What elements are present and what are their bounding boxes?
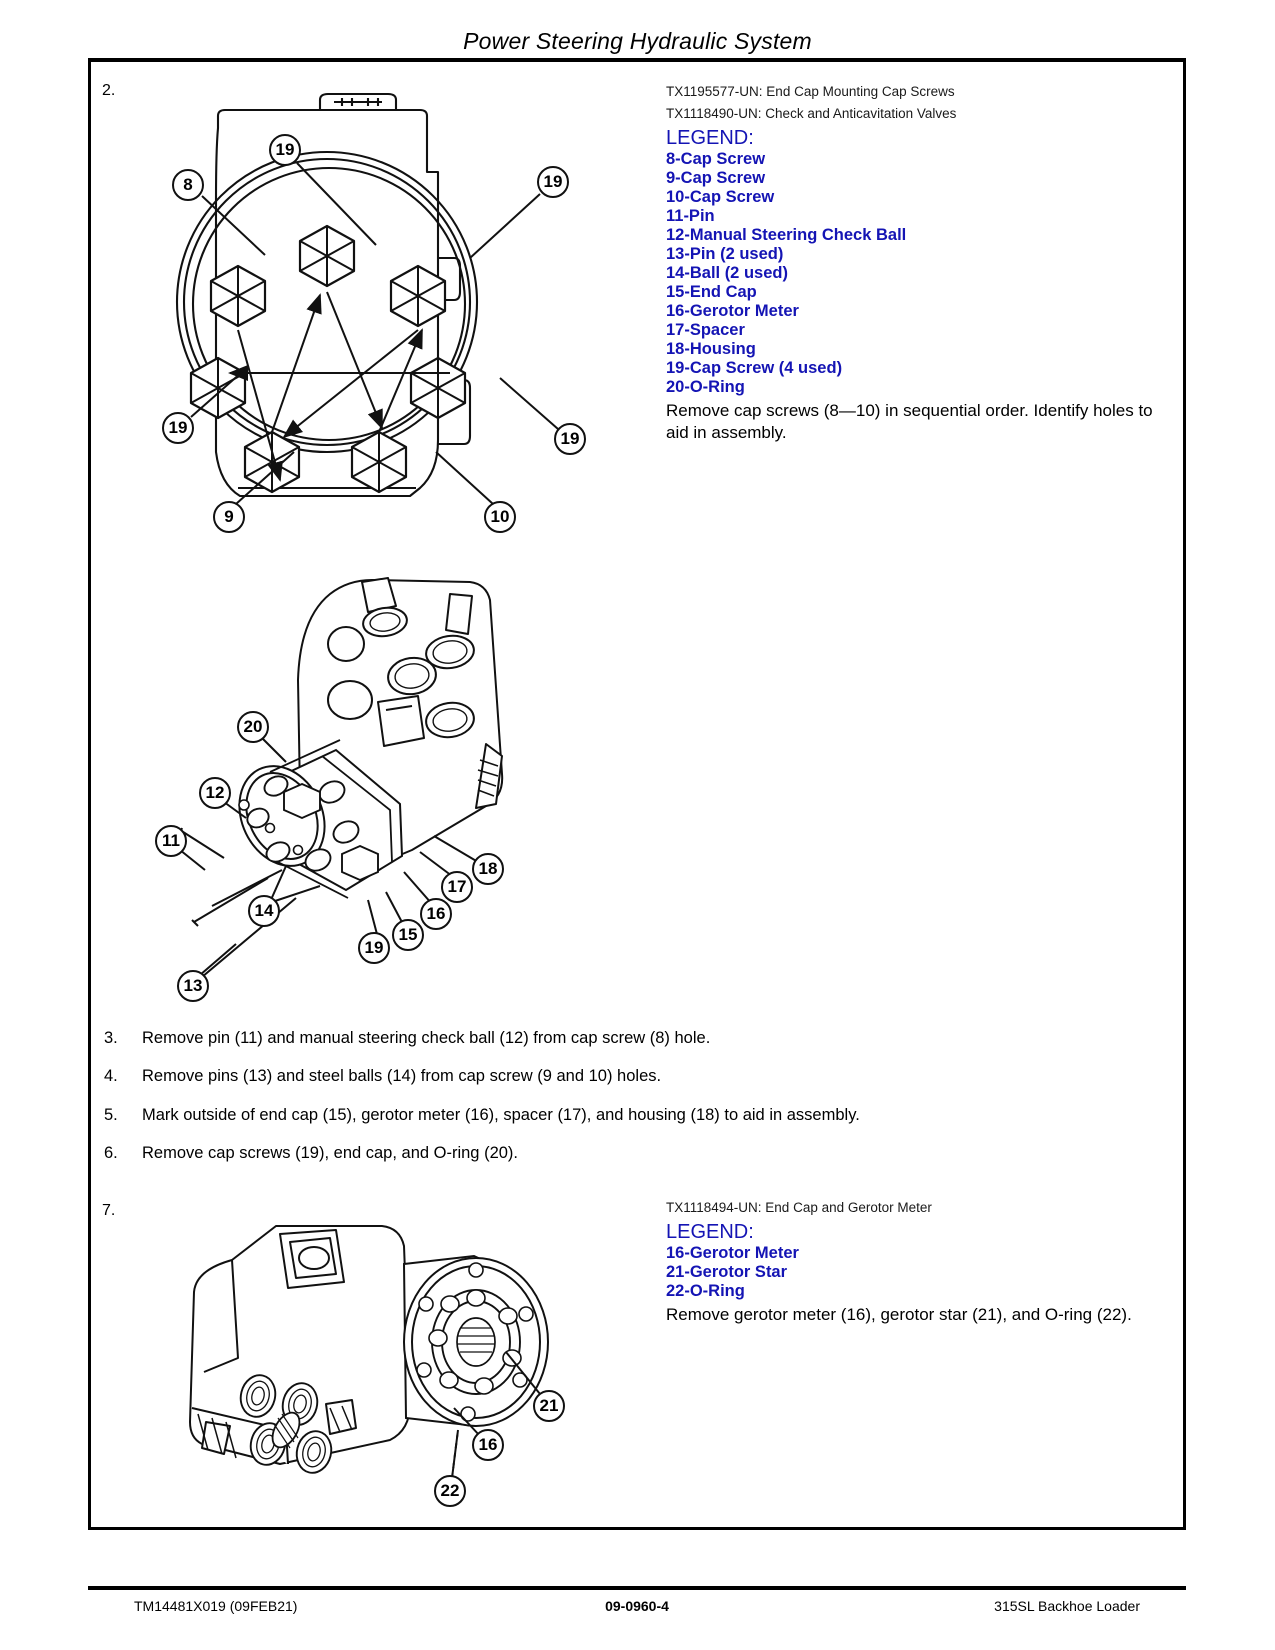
procedure-list [104, 1028, 1004, 1182]
figure-end-cap-and-gerotor-meter [168, 1208, 588, 1508]
footer-rule [88, 1586, 1186, 1590]
legend-list-7 [666, 1244, 1176, 1301]
procedure-item [104, 1028, 1004, 1049]
legend-heading-2: LEGEND: [666, 126, 754, 149]
procedure-item [104, 1143, 1004, 1164]
callout-8: 8 [172, 169, 204, 201]
callout-18: 18 [472, 853, 504, 885]
figure-id-tx1118490: TX1118490-UN: Check and Anticavitation Valves [666, 105, 957, 121]
legend-item: 18-Housing [666, 340, 756, 359]
legend-block-section-2 [666, 84, 1176, 443]
legend-item: 20-O-Ring [666, 378, 745, 397]
procedure-item [104, 1105, 1004, 1126]
legend-item: 22-O-Ring [666, 1281, 745, 1300]
footer-document-number: TM14481X019 (09FEB21) [134, 1598, 298, 1614]
page-header-title: Power Steering Hydraulic System [463, 28, 812, 54]
legend-block-section-7 [666, 1200, 1176, 1325]
legend-item: 15-End Cap [666, 283, 757, 302]
instruction-text-2: Remove cap screws (8—10) in sequential order. Identify holes to aid in assembly. [666, 401, 1153, 442]
procedure-number: 5. [104, 1105, 118, 1124]
page-footer [88, 1598, 1186, 1626]
callout-13: 13 [177, 970, 209, 1002]
procedure-text: Mark outside of end cap (15), gerotor meter (16), spacer (17), and housing (18) to aid in assembly. [142, 1105, 860, 1124]
procedure-number: 4. [104, 1067, 118, 1086]
callout-19: 19 [269, 134, 301, 166]
callout-16: 16 [420, 898, 452, 930]
legend-item: 16-Gerotor Meter [666, 1243, 799, 1262]
callout-21: 21 [533, 1390, 565, 1422]
callout-19: 19 [162, 412, 194, 444]
legend-item: 13-Pin (2 used) [666, 244, 784, 263]
callout-12: 12 [199, 777, 231, 809]
callout-16: 16 [472, 1429, 504, 1461]
instruction-text-7: Remove gerotor meter (16), gerotor star (21), and O-ring (22). [666, 1305, 1132, 1325]
callout-14: 14 [248, 895, 280, 927]
callout-15: 15 [392, 919, 424, 951]
callout-19: 19 [554, 423, 586, 455]
footer-machine-model: 315SL Backhoe Loader [994, 1598, 1140, 1614]
legend-item: 14-Ball (2 used) [666, 264, 788, 283]
procedure-text: Remove pin (11) and manual steering check ball (12) from cap screw (8) hole. [142, 1029, 711, 1047]
callout-9: 9 [213, 501, 245, 533]
figure-id-tx1195577: TX1195577-UN: End Cap Mounting Cap Screws [666, 84, 955, 99]
legend-item: 9-Cap Screw [666, 168, 766, 187]
procedure-item [104, 1066, 1004, 1087]
procedure-number: 3. [104, 1029, 118, 1047]
legend-item: 21-Gerotor Star [666, 1262, 788, 1281]
page-frame-left [88, 58, 91, 1530]
page-frame-bottom [88, 1527, 1186, 1530]
callout-11: 11 [155, 825, 187, 857]
legend-list-2 [666, 150, 1176, 398]
callout-19: 19 [358, 932, 390, 964]
legend-heading-7: LEGEND: [666, 1220, 754, 1243]
callout-22: 22 [434, 1475, 466, 1507]
legend-item: 8-Cap Screw [666, 149, 766, 168]
legend-item: 19-Cap Screw (4 used) [666, 359, 843, 378]
legend-item: 17-Spacer [666, 321, 745, 340]
legend-item: 12-Manual Steering Check Ball [666, 225, 907, 244]
page-frame-right [1183, 58, 1186, 1530]
header-rule [88, 58, 1186, 62]
procedure-number: 6. [104, 1144, 118, 1163]
callout-17: 17 [441, 871, 473, 903]
legend-item: 10-Cap Screw [666, 187, 775, 206]
step-number-2: 2. [102, 82, 116, 99]
step-number-7: 7. [102, 1202, 116, 1219]
procedure-text: Remove pins (13) and steel balls (14) from cap screw (9 and 10) holes. [142, 1067, 662, 1086]
legend-item: 11-Pin [666, 206, 715, 225]
footer-page-number: 09-0960-4 [605, 1598, 669, 1614]
legend-item: 16-Gerotor Meter [666, 302, 799, 321]
procedure-text: Remove cap screws (19), end cap, and O-ring (20). [142, 1144, 518, 1163]
figure-id-tx1118494: TX1118494-UN: End Cap and Gerotor Meter [666, 1200, 932, 1215]
callout-10: 10 [484, 501, 516, 533]
callout-19: 19 [537, 166, 569, 198]
figure-end-cap-mounting-cap-screws [120, 80, 660, 550]
callout-20: 20 [237, 711, 269, 743]
